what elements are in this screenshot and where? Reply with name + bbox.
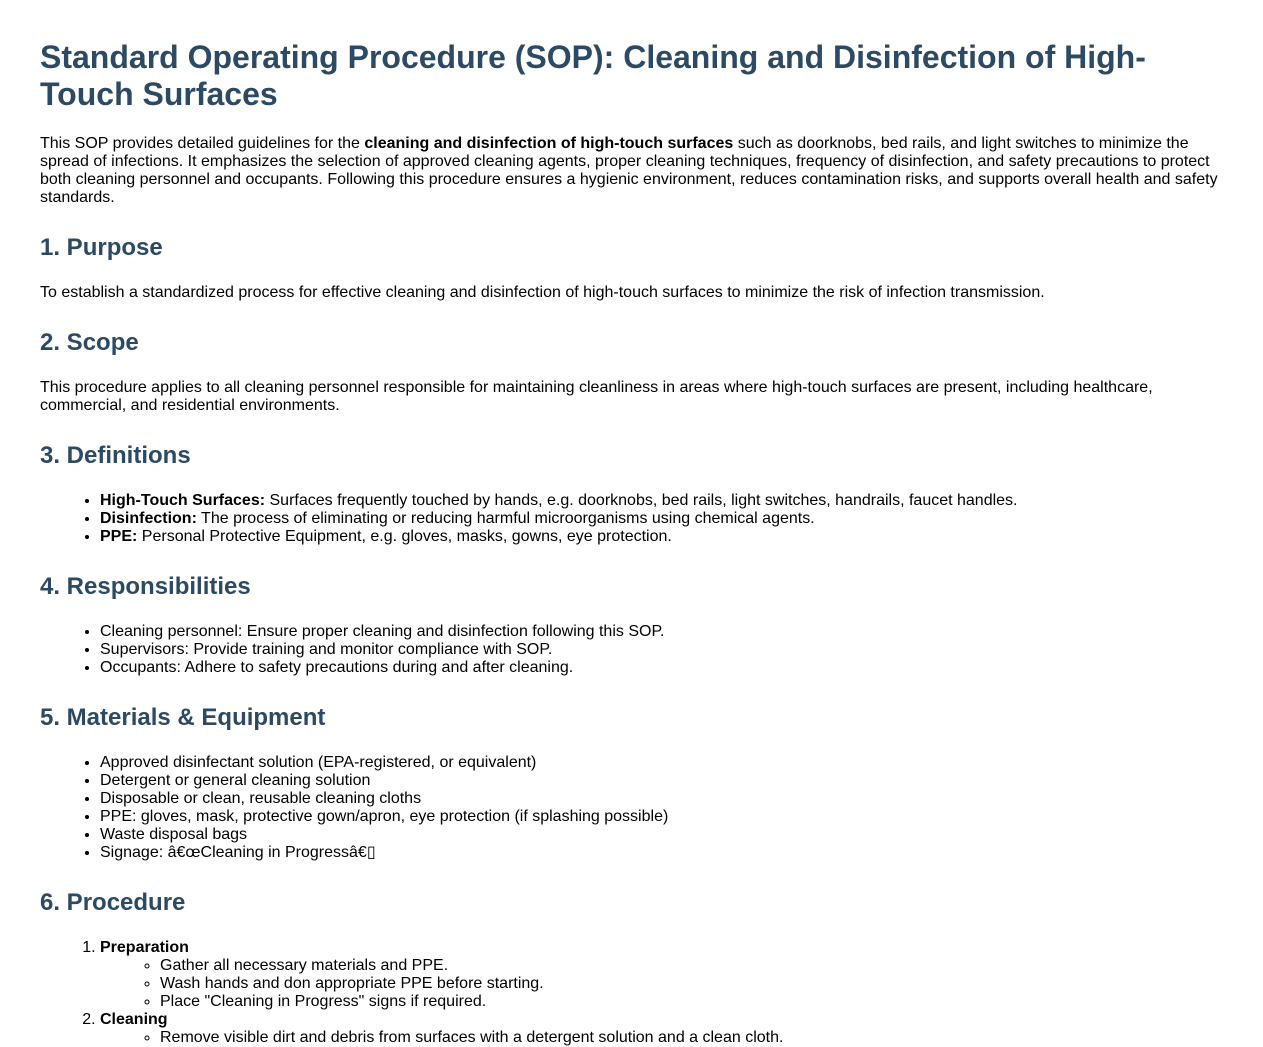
definition-desc: Surfaces frequently touched by hands, e.g. doorknobs, bed rails, light switches, handrails, faucet handles. (265, 492, 1018, 509)
intro-paragraph (40, 135, 1223, 207)
material-item: • Detergent or general cleaning solution (100, 772, 1223, 790)
procedure-substeps (100, 957, 1223, 1011)
procedure-substep: ◦ Wash hands and don appropriate PPE before starting. (160, 975, 1223, 993)
material-item: • Waste disposal bags (100, 826, 1223, 844)
intro-text-bold: cleaning and disinfection of high-touch surfaces (364, 135, 734, 152)
procedure-heading: 6. Procedure (40, 889, 186, 916)
procedure-steps (40, 939, 1223, 1047)
responsibilities-heading: 4. Responsibilities (40, 573, 251, 600)
material-item: • Approved disinfectant solution (EPA-registered, or equivalent) (100, 754, 1223, 772)
responsibility-item: • Cleaning personnel: Ensure proper cleaning and disinfection following this SOP. (100, 623, 1223, 641)
definition-term: PPE: (100, 528, 138, 545)
procedure-substep: ◦ Place "Cleaning in Progress" signs if required. (160, 993, 1223, 1011)
procedure-step-title: Cleaning (100, 1011, 168, 1028)
materials-heading: 5. Materials & Equipment (40, 704, 326, 731)
responsibilities-list (40, 623, 1223, 677)
procedure-step-title: Preparation (100, 939, 189, 956)
definition-item (100, 492, 1223, 510)
page-title: Standard Operating Procedure (SOP): Cleaning and Disinfection of High-Touch Surfaces (40, 39, 1146, 112)
intro-text-before: This SOP provides detailed guidelines for the (40, 135, 365, 152)
definition-item (100, 510, 1223, 528)
materials-list (40, 754, 1223, 862)
purpose-text: To establish a standardized process for effective cleaning and disinfection of high-touch surfaces to minimize the risk of infection transmission. (40, 284, 1045, 301)
intro-text-after: such as doorknobs, bed rails, and light switches to minimize the spread of infections. It emphasizes the selection of approved cleaning agents, proper cleaning techniques, frequency of disinfection, and safety precautions to protect both cleaning personnel and occupants. Following this procedure ensures a hygienic environment, reduces contamination risks, and supports overall health and safety standards. (40, 135, 1218, 206)
definition-item (100, 528, 1223, 546)
definition-desc: The process of eliminating or reducing harmful microorganisms using chemical agents. (196, 510, 815, 527)
responsibility-item: • Occupants: Adhere to safety precautions during and after cleaning. (100, 659, 1223, 677)
material-item: • Signage: â€œCleaning in Progressâ€▯ (100, 844, 1223, 862)
material-item: • Disposable or clean, reusable cleaning cloths (100, 790, 1223, 808)
definition-desc: Personal Protective Equipment, e.g. gloves, masks, gowns, eye protection. (137, 528, 672, 545)
purpose-heading: 1. Purpose (40, 234, 163, 261)
scope-heading: 2. Scope (40, 329, 139, 356)
procedure-step (100, 939, 1223, 1011)
material-item: • PPE: gloves, mask, protective gown/apron, eye protection (if splashing possible) (100, 808, 1223, 826)
definitions-list (40, 492, 1223, 546)
definition-term: Disinfection: (100, 510, 197, 527)
responsibility-item: • Supervisors: Provide training and monitor compliance with SOP. (100, 641, 1223, 659)
definition-term: High-Touch Surfaces: (100, 492, 266, 509)
procedure-substep: ◦ Gather all necessary materials and PPE. (160, 957, 1223, 975)
definitions-heading: 3. Definitions (40, 442, 191, 469)
procedure-substep: ◦ Remove visible dirt and debris from surfaces with a detergent solution and a clean cloth. (160, 1029, 1223, 1047)
scope-text: This procedure applies to all cleaning personnel responsible for maintaining cleanliness in areas where high-touch surfaces are present, including healthcare, commercial, and residential environments. (40, 379, 1153, 414)
procedure-step (100, 1011, 1223, 1047)
procedure-substeps (100, 1029, 1223, 1047)
